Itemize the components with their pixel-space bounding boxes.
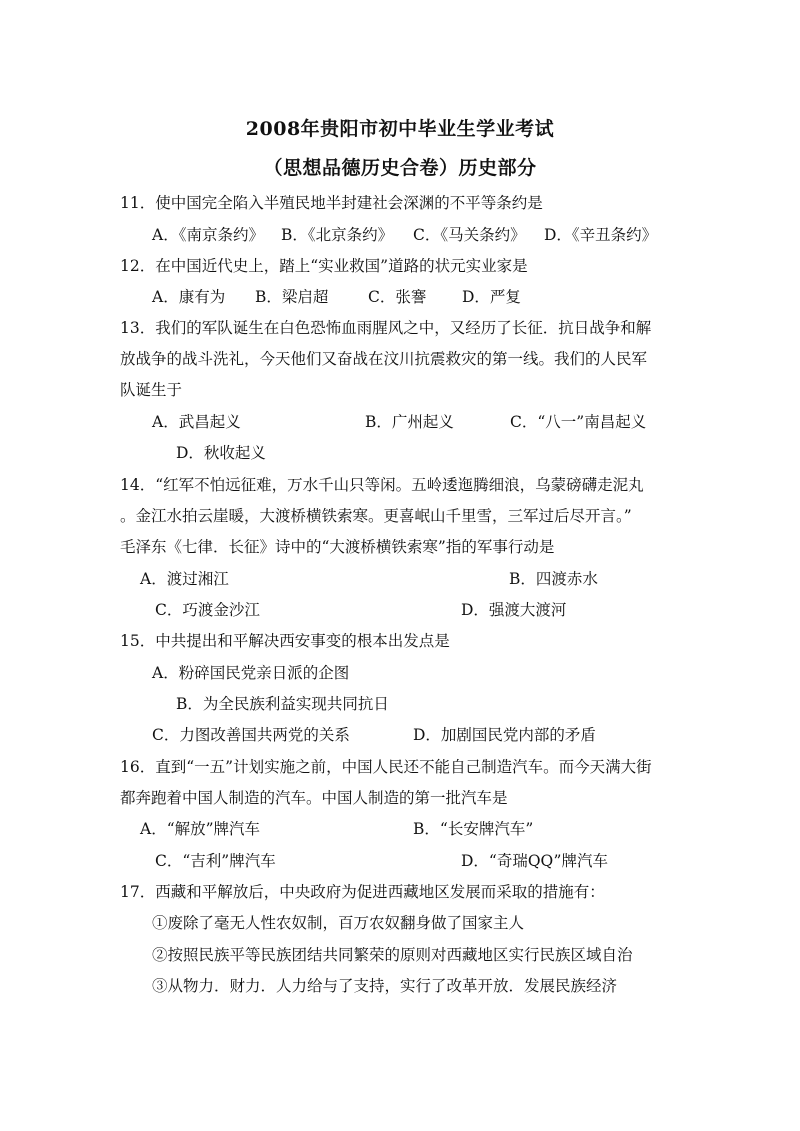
question-12-stem: 12．在中国近代史上，踏上“实业救国”道路的状元实业家是 <box>120 257 528 275</box>
question-13-option-b: B．广州起义 <box>365 413 454 431</box>
question-11-option-d: D．《辛丑条约》 <box>544 226 658 244</box>
question-13-stem-line-3: 队诞生于 <box>120 381 183 399</box>
question-13-stem-line-2: 放战争的战斗洗礼，今天他们又奋战在汶川抗震救灾的第一线。我们的人民军 <box>120 350 648 368</box>
question-12-option-b: B．梁启超 <box>255 288 329 306</box>
question-15-option-b: B．为全民族利益实现共同抗日 <box>176 695 389 713</box>
question-17-item-1: ①废除了毫无人性农奴制，百万农奴翻身做了国家主人 <box>152 914 525 932</box>
question-14-option-a: A．渡过湘江 <box>140 570 229 588</box>
question-14-option-c: C．巧渡金沙江 <box>155 601 260 619</box>
question-14-option-b: B．四渡赤水 <box>509 570 598 588</box>
question-11-option-c: C．《马关条约》 <box>413 226 526 244</box>
question-14-stem-line-1: 14．“红军不怕远征难，万水千山只等闲。五岭逶迤腾细浪，乌蒙磅礴走泥丸 <box>120 476 644 494</box>
question-13-stem-line-1: 13．我们的军队诞生在白色恐怖血雨腥风之中，又经历了长征．抗日战争和解 <box>120 319 652 337</box>
question-16-option-d: D．“奇瑞QQ”牌汽车 <box>461 852 608 870</box>
question-14-stem-line-2: 。金江水拍云崖暖，大渡桥横铁索寒。更喜岷山千里雪，三军过后尽开言。” <box>120 507 632 525</box>
question-17-stem: 17．西藏和平解放后，中央政府为促进西藏地区发展而采取的措施有： <box>120 883 605 901</box>
question-13-option-d: D．秋收起义 <box>176 444 266 462</box>
question-15-option-c: C．力图改善国共两党的关系 <box>152 726 350 744</box>
question-15-option-a: A．粉碎国民党亲日派的企图 <box>152 664 350 682</box>
question-16-option-c: C．“吉利”牌汽车 <box>155 852 276 870</box>
question-11-option-b: B．《北京条约》 <box>281 226 394 244</box>
question-14-stem-line-3: 毛泽东《七律．长征》诗中的“大渡桥横铁索寒”指的军事行动是 <box>120 538 555 556</box>
question-16-option-b: B．“长安牌汽车” <box>413 820 534 838</box>
question-16-stem-line-2: 都奔跑着中国人制造的汽车。中国人制造的第一批汽车是 <box>120 789 508 807</box>
question-11-option-a: A．《南京条约》 <box>152 226 264 244</box>
page-title: 2008年贵阳市初中毕业生学业考试 <box>245 118 555 140</box>
question-13-option-c: C．“八一”南昌起义 <box>510 413 647 431</box>
question-12-option-c: C．张謇 <box>368 288 427 306</box>
question-12-option-d: D．严复 <box>462 288 521 306</box>
question-13-option-a: A．武昌起义 <box>152 413 241 431</box>
question-16-stem-line-1: 16．直到“一五”计划实施之前，中国人民还不能自己制造汽车。而今天满大街 <box>120 758 652 776</box>
question-15-stem: 15．中共提出和平解决西安事变的根本出发点是 <box>120 632 450 650</box>
question-14-option-d: D．强渡大渡河 <box>461 601 567 619</box>
question-12-option-a: A．康有为 <box>152 288 226 306</box>
question-17-item-3: ③从物力．财力．人力给与了支持，实行了改革开放．发展民族经济 <box>152 977 618 995</box>
question-16-option-a: A．“解放”牌汽车 <box>140 820 261 838</box>
question-11-stem: 11．使中国完全陷入半殖民地半封建社会深渊的不平等条约是 <box>120 194 543 212</box>
question-17-item-2: ②按照民族平等民族团结共同繁荣的原则对西藏地区实行民族区域自治 <box>152 946 633 964</box>
question-15-option-d: D．加剧国民党内部的矛盾 <box>413 726 596 744</box>
page-subtitle: （思想品德历史合卷）历史部分 <box>263 157 537 179</box>
